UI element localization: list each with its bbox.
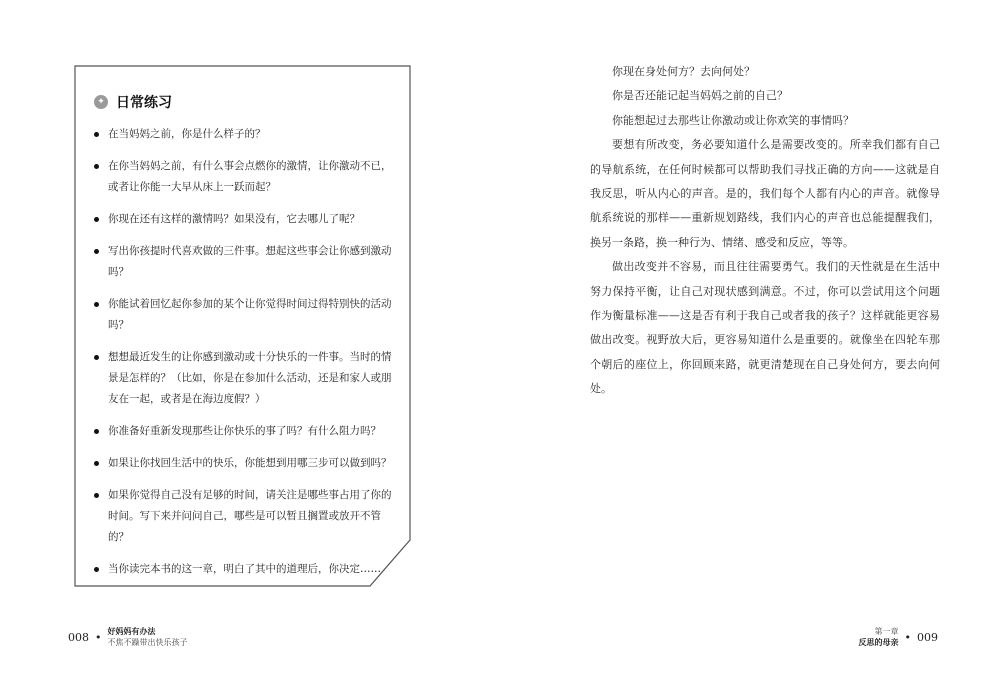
book-subtitle: 不焦不躁带出快乐孩子 bbox=[107, 638, 188, 647]
list-item: 你能试着回忆起你参加的某个让你觉得时间过得特别快的活动吗？ bbox=[92, 294, 392, 336]
body-paragraph: 你是否还能记起当妈妈之前的自己？ bbox=[612, 89, 788, 103]
list-item: 如果让你找回生活中的快乐，你能想到用哪三步可以做到吗？ bbox=[92, 453, 392, 474]
list-item: 想想最近发生的让你感到激动或十分快乐的一件事。当时的情景是怎样的？（比如，你是在参加什么活动，还是和家人或朋友在一起，或者是在海边度假？） bbox=[92, 347, 392, 410]
chapter-title: 反思的母亲 bbox=[858, 638, 899, 647]
right-page-footer bbox=[859, 626, 939, 648]
right-page-number: 009 bbox=[917, 630, 938, 644]
list-item: 在当妈妈之前，你是什么样子的？ bbox=[92, 124, 392, 145]
left-page-number: 008 bbox=[68, 630, 89, 644]
exercise-box-title: 日常练习 bbox=[116, 95, 172, 111]
exercise-box-heading bbox=[94, 92, 172, 112]
left-page-footer bbox=[68, 626, 188, 648]
book-title: 好妈妈有办法 bbox=[107, 627, 156, 636]
footer-separator-dot: • bbox=[904, 630, 911, 644]
list-item: 你现在还有这样的激情吗？如果没有，它去哪儿了呢？ bbox=[92, 209, 392, 230]
list-item: 你准备好重新发现那些让你快乐的事了吗？有什么阻力吗？ bbox=[92, 421, 392, 442]
body-paragraph: 你现在身处何方？去向何处？ bbox=[612, 65, 755, 78]
right-page-body bbox=[590, 60, 940, 402]
footer-separator-dot: • bbox=[95, 630, 102, 644]
list-item: 在你当妈妈之前，有什么事会点燃你的激情，让你激动不已，或者让你能一大早从床上一跃而起？ bbox=[92, 156, 392, 198]
exercise-list bbox=[92, 124, 392, 591]
lightbulb-icon: ✦ bbox=[94, 95, 108, 109]
body-paragraph: 做出改变并不容易，而且往往需要勇气。我们的天性就是在生活中努力保持平衡，让自己对现状感到满意。不过，你可以尝试用这个问题作为衡量标准——这是否有利于我自己或者我的孩子？这样就能更容易做出改变。视野放大后，更容易知道什么是重要的。就像坐在四轮车那个朝后的座位上，你回顾来路，就更清楚现在自己身处何方，要去向何处。 bbox=[590, 260, 940, 396]
body-paragraph: 你能想起过去那些让你激动或让你欢笑的事情吗？ bbox=[612, 113, 854, 127]
list-item: 写出你孩提时代喜欢做的三件事。想起这些事会让你感到激动吗？ bbox=[92, 241, 392, 283]
chapter-label: 第一章 bbox=[874, 627, 899, 636]
list-item: 如果你觉得自己没有足够的时间，请关注是哪些事占用了你的时间。写下来并问问自己，哪些是可以暂且搁置或放开不管的？ bbox=[92, 485, 392, 548]
list-item: 当你读完本书的这一章，明白了其中的道理后，你决定…… bbox=[92, 559, 392, 580]
body-paragraph: 要想有所改变，务必要知道什么是需要改变的。所幸我们都有自己的导航系统，在任何时候都可以帮助我们寻找正确的方向——这就是自我反思，听从内心的声音。是的，我们每个人都有内心的声音。就像导航系统说的那样——重新规划路线，我们内心的声音也总能提醒我们，换另一条路，换一种行为、情绪、感受和反应，等等。 bbox=[590, 138, 940, 249]
